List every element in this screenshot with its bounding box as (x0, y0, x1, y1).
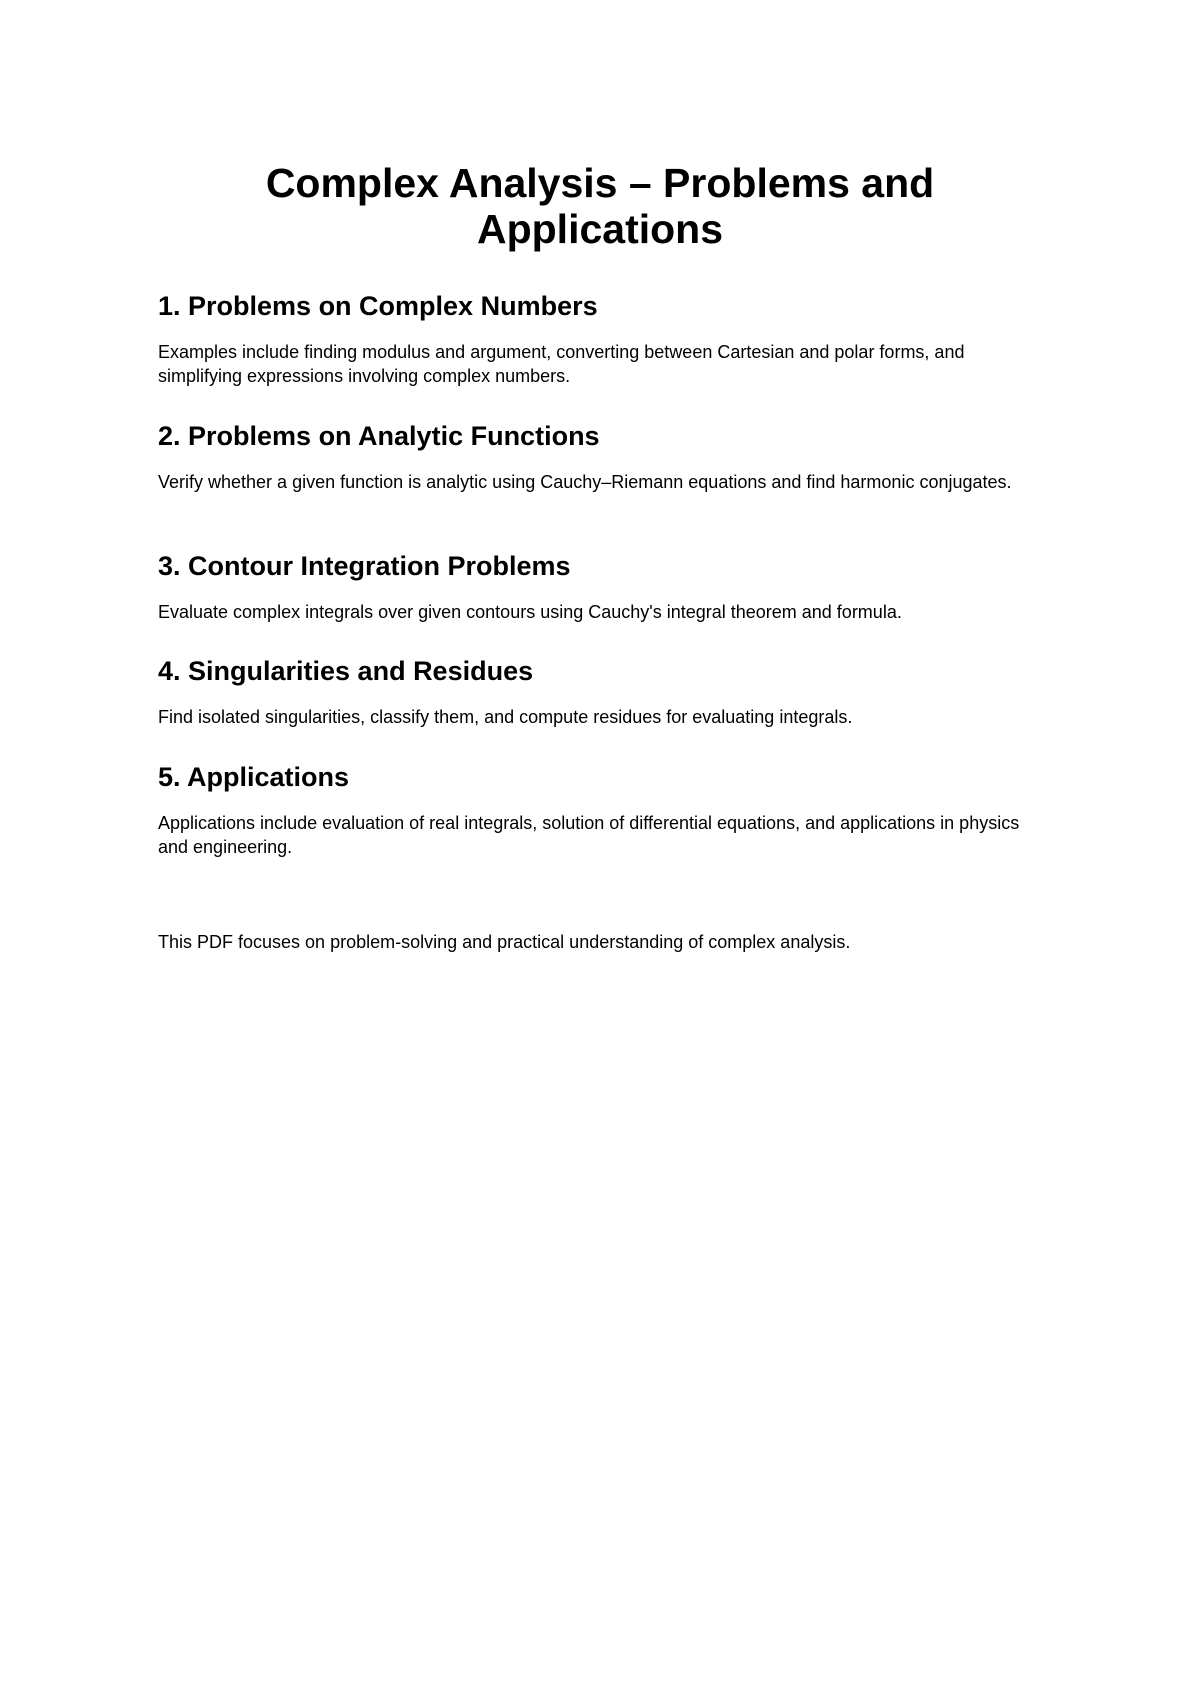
section-singularities-residues (158, 655, 1050, 729)
section-complex-numbers (158, 290, 1050, 388)
closing-statement: This PDF focuses on problem-solving and practical understanding of complex analysis. (158, 932, 851, 952)
section-heading: 2. Problems on Analytic Functions (158, 421, 600, 451)
section-heading: 5. Applications (158, 762, 350, 792)
document-title (0, 160, 1200, 252)
section-heading: 1. Problems on Complex Numbers (158, 291, 598, 321)
section-heading: 3. Contour Integration Problems (158, 551, 571, 581)
section-contour-integration (158, 550, 1050, 624)
section-analytic-functions (158, 420, 1050, 494)
document-title-line-2: Applications (476, 206, 724, 252)
section-body: Find isolated singularities, classify them, and compute residues for evaluating integrals. (158, 707, 853, 727)
section-body: Applications include evaluation of real integrals, solution of differential equations, and applications in physics and engineering. (158, 813, 1020, 857)
section-body: Evaluate complex integrals over given contours using Cauchy's integral theorem and formula. (158, 602, 902, 622)
section-body: Examples include finding modulus and argument, converting between Cartesian and polar forms, and simplifying expressions involving complex numbers. (158, 342, 965, 386)
section-heading: 4. Singularities and Residues (158, 656, 534, 686)
document-title-line-1: Complex Analysis – Problems and (265, 160, 935, 206)
section-applications (158, 761, 1050, 859)
section-body: Verify whether a given function is analytic using Cauchy–Riemann equations and find harmonic conjugates. (158, 472, 1012, 492)
